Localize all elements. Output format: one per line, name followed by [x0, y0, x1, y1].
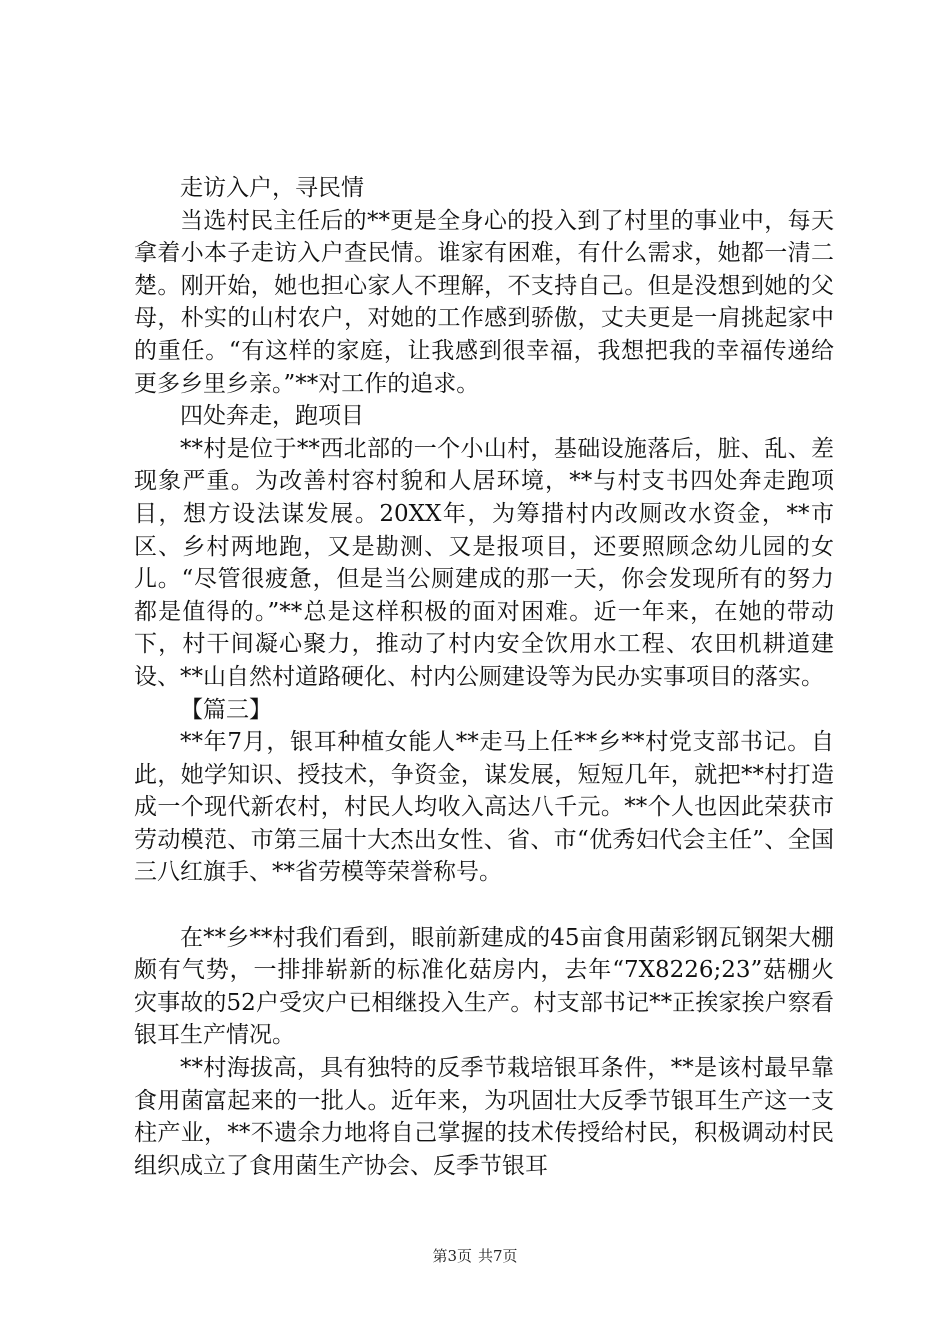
- section-heading-visit: 走访入户，寻民情: [180, 175, 364, 201]
- section-heading-projects: 四处奔走，跑项目: [180, 403, 364, 430]
- paragraph: 当选村民主任后的**更是全身心的投入到了村里的事业中，每天拿着小本子走访入户查民情。谁家有困难，有什么需求，她都一清二楚。刚开始，她也担心家人不理解，不支持自己。但是没想到她的父母，朴实的山村农户，对她的工作感到骄傲，丈夫更是一肩挑起家中的重任。“有这样的家庭，让我感到很幸福，我想把我的幸福传递给更多乡里乡亲。”**对工作的追求。: [134, 207, 834, 397]
- paragraph: **村是位于**西北部的一个小山村，基础设施落后，脏、乱、差现象严重。为改善村容村貌和人居环境，**与村支书四处奔走跑项目，想方设法谋发展。20XX年，为筹措村内改厕改水资金，**市区、乡村两地跑，又是勘测、又是报项目，还要照顾念幼儿园的女儿。“尽管很疲惫，但是当公厕建成的那一天，你会发现所有的努力都是值得的。”**总是这样积极的面对困难。近一年来，在她的带动下，村干间凝心聚力，推动了村内安全饮用水工程、农田机耕道建设、**山自然村道路硬化、村内公厕建设等为民办实事项目的落实。: [134, 435, 834, 690]
- paragraph: **年7月，银耳种植女能人**走马上任**乡**村党支部书记。自此，她学知识、授技术，争资金，谋发展，短短几年，就把**村打造成一个现代新农村，村民人均收入高达八千元。**个人也因此荣获市劳动模范、市第三届十大杰出女性、省、市“优秀妇代会主任”、全国三八红旗手、**省劳模等荣誉称号。: [134, 729, 834, 886]
- document-body: [134, 172, 834, 1182]
- paragraph: 在**乡**村我们看到，眼前新建成的45亩食用菌彩钢瓦钢架大棚颇有气势，一排排崭新的标准化菇房内，去年“7X8226;23”菇棚火灾事故的52户受灾户已相继投入生产。村支部书记**正挨家挨户察看银耳生产情况。: [134, 924, 834, 1049]
- section-heading-part-three: 【篇三】: [180, 696, 272, 723]
- page-footer: [0, 1246, 950, 1266]
- paragraph: **村海拔高，具有独特的反季节栽培银耳条件，**是该村最早靠食用菌富起来的一批人。近年来，为巩固壮大反季节银耳生产这一支柱产业，**不遗余力地将自己掌握的技术传授给村民，积极调动村民组织成立了食用菌生产协会、反季节银耳: [134, 1055, 834, 1179]
- page-number: 第3页: [432, 1247, 472, 1265]
- total-pages: 共7页: [478, 1247, 518, 1265]
